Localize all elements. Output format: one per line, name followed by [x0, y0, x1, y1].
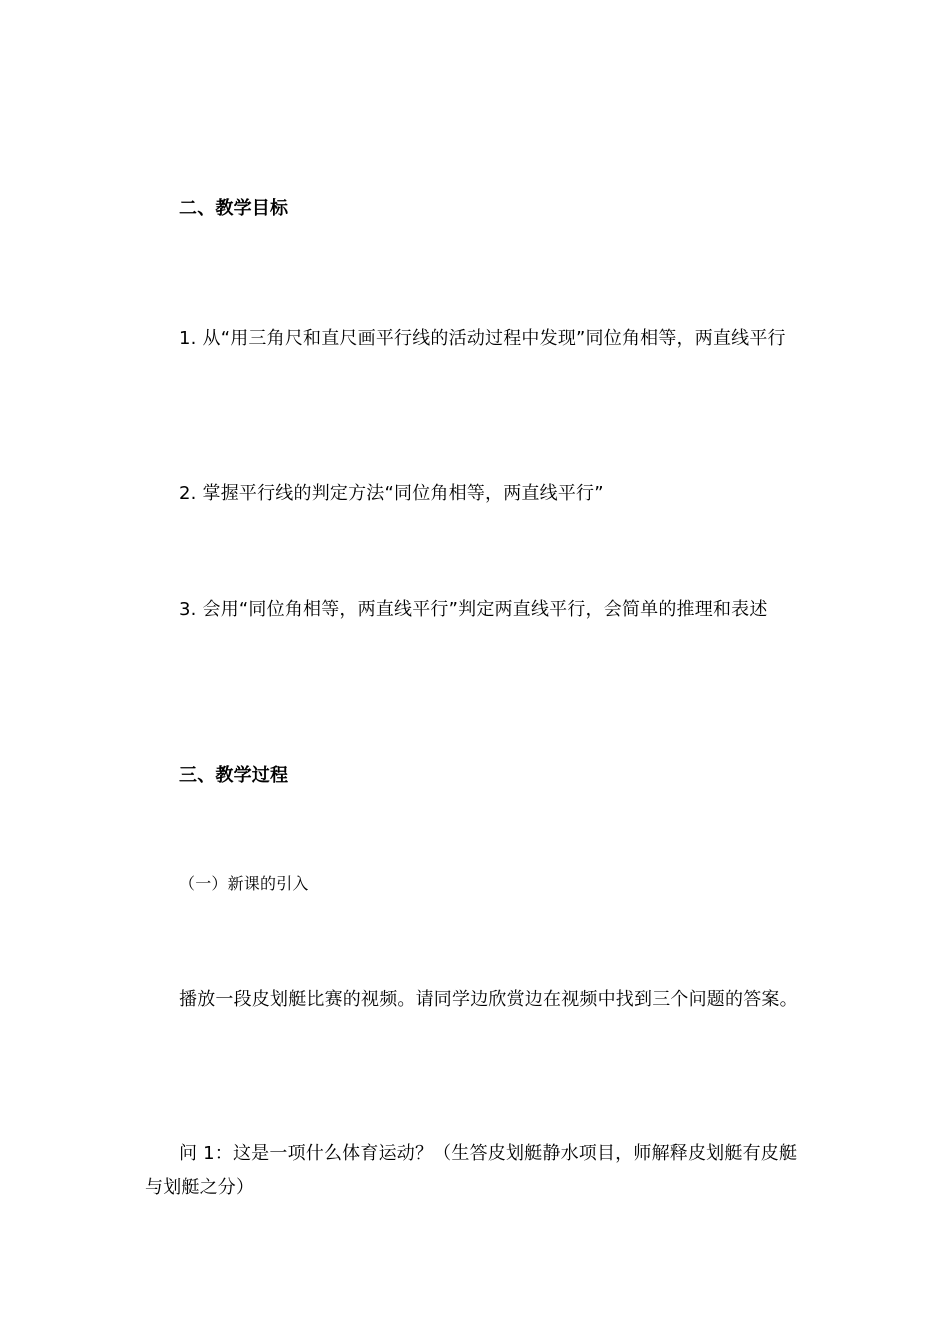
question-1-paragraph: 问 1：这是一项什么体育运动？（生答皮划艇静水项目，师解释皮划艇有皮艇与划艇之分） — [145, 1143, 798, 1198]
section-heading-teaching-process: 三、教学过程 — [179, 765, 289, 786]
subsection-heading-introduction: （一）新课的引入 — [179, 874, 309, 893]
intro-paragraph: 播放一段皮划艇比赛的视频。请同学边欣赏边在视频中找到三个问题的答案。 — [179, 989, 798, 1010]
section-heading-teaching-goals: 二、教学目标 — [179, 198, 289, 219]
goal-item-2: 2. 掌握平行线的判定方法“同位角相等，两直线平行” — [179, 483, 604, 504]
goal-item-1: 1. 从“用三角尺和直尺画平行线的活动过程中发现”同位角相等，两直线平行 — [179, 328, 786, 349]
goal-item-3: 3. 会用“同位角相等，两直线平行”判定两直线平行，会简单的推理和表述 — [179, 599, 768, 620]
